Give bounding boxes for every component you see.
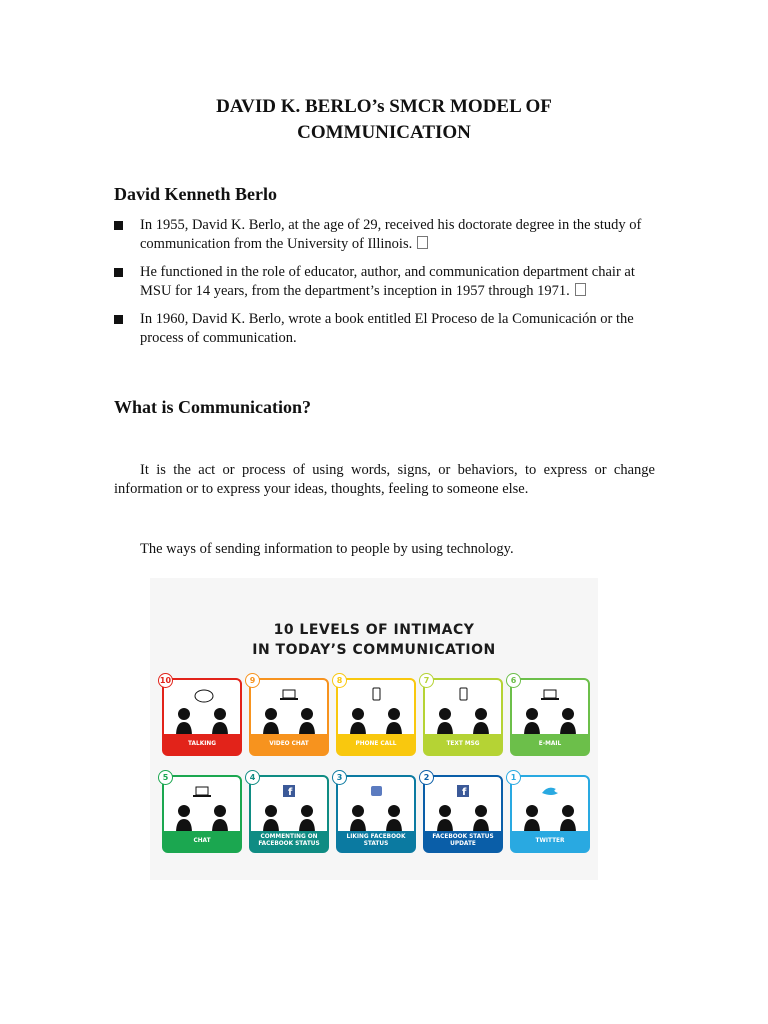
- level-label: TWITTER: [512, 831, 588, 851]
- list-item: [114, 263, 658, 301]
- missing-glyph-icon: [417, 236, 428, 249]
- bio-bullet-list: [114, 216, 658, 357]
- level-number: 6: [506, 673, 521, 688]
- level-number: 7: [419, 673, 434, 688]
- level-number: 10: [158, 673, 173, 688]
- people-illustration: [512, 680, 588, 736]
- infographic-title: [150, 620, 598, 660]
- level-label: FACEBOOK STATUS UPDATE: [425, 831, 501, 851]
- laptop-icon: [280, 690, 298, 700]
- people-illustration: [338, 680, 414, 736]
- level-label: LIKING FACEBOOK STATUS: [338, 831, 414, 851]
- svg-text:f: f: [462, 787, 467, 798]
- section-heading-communication: What is Communication?: [114, 397, 312, 417]
- people-illustration: [425, 680, 501, 736]
- level-number: 4: [245, 770, 260, 785]
- people-illustration: [164, 680, 240, 736]
- page-title-line1: DAVID K. BERLO’s SMCR MODEL OF: [216, 96, 552, 117]
- phone-icon: [460, 688, 467, 700]
- facebook-icon: [283, 785, 295, 798]
- thumbs-up-icon: [371, 786, 382, 796]
- level-card: [336, 678, 416, 756]
- square-bullet-icon: [114, 315, 123, 324]
- bullet-text: He functioned in the role of educator, author, and communication department chair at MSU for 14 years, from the department’s inception in 1957 through 1971.: [140, 264, 635, 299]
- level-number: 9: [245, 673, 260, 688]
- people-illustration: [251, 680, 327, 736]
- level-label: VIDEO CHAT: [251, 734, 327, 754]
- level-card: [423, 775, 503, 853]
- level-number: 2: [419, 770, 434, 785]
- level-card: [249, 678, 329, 756]
- intimacy-infographic: [150, 578, 598, 880]
- list-item: [114, 310, 658, 348]
- people-illustration: [338, 777, 414, 833]
- facebook-icon: [457, 785, 469, 798]
- infographic-title-line1: 10 LEVELS OF INTIMACY: [273, 622, 475, 638]
- level-label: PHONE CALL: [338, 734, 414, 754]
- bullet-text: In 1955, David K. Berlo, at the age of 29, received his doctorate degree in the study of communication from the University of Illinois.: [140, 217, 642, 252]
- level-number: 8: [332, 673, 347, 688]
- level-card: [249, 775, 329, 853]
- level-card: [510, 775, 590, 853]
- level-label: CHAT: [164, 831, 240, 851]
- bird-icon: [542, 788, 558, 795]
- level-label: E-MAIL: [512, 734, 588, 754]
- page-title: [0, 94, 768, 146]
- people-illustration: [425, 777, 501, 833]
- technology-paragraph: The ways of sending information to people by using technology.: [140, 541, 514, 557]
- level-number: 1: [506, 770, 521, 785]
- bullet-text: In 1960, David K. Berlo, wrote a book entitled El Proceso de la Comunicación or the process of communication.: [140, 311, 634, 346]
- level-label: TALKING: [164, 734, 240, 754]
- list-item: [114, 216, 658, 254]
- phone-icon: [373, 688, 380, 700]
- laptop-icon: [541, 690, 559, 700]
- laptop-icon: [193, 787, 211, 797]
- square-bullet-icon: [114, 221, 123, 230]
- level-card: [162, 775, 242, 853]
- people-illustration: [164, 777, 240, 833]
- svg-text:f: f: [288, 787, 293, 798]
- level-number: 5: [158, 770, 173, 785]
- level-card: [336, 775, 416, 853]
- infographic-title-line2: IN TODAY’S COMMUNICATION: [252, 642, 496, 658]
- speech-bubble-icon: [195, 690, 213, 702]
- level-card: [510, 678, 590, 756]
- level-card: [423, 678, 503, 756]
- square-bullet-icon: [114, 268, 123, 277]
- level-number: 3: [332, 770, 347, 785]
- people-illustration: [512, 777, 588, 833]
- definition-paragraph: It is the act or process of using words, signs, or behaviors, to express or change information or to express your ideas, thoughts, feeling to someone else.: [114, 462, 655, 497]
- people-illustration: [251, 777, 327, 833]
- section-heading-berlo: David Kenneth Berlo: [114, 184, 278, 204]
- page-title-line2: COMMUNICATION: [297, 122, 471, 143]
- missing-glyph-icon: [575, 283, 586, 296]
- level-label: COMMENTING ON FACEBOOK STATUS: [251, 831, 327, 851]
- level-card: [159, 676, 242, 756]
- level-label: TEXT MSG: [425, 734, 501, 754]
